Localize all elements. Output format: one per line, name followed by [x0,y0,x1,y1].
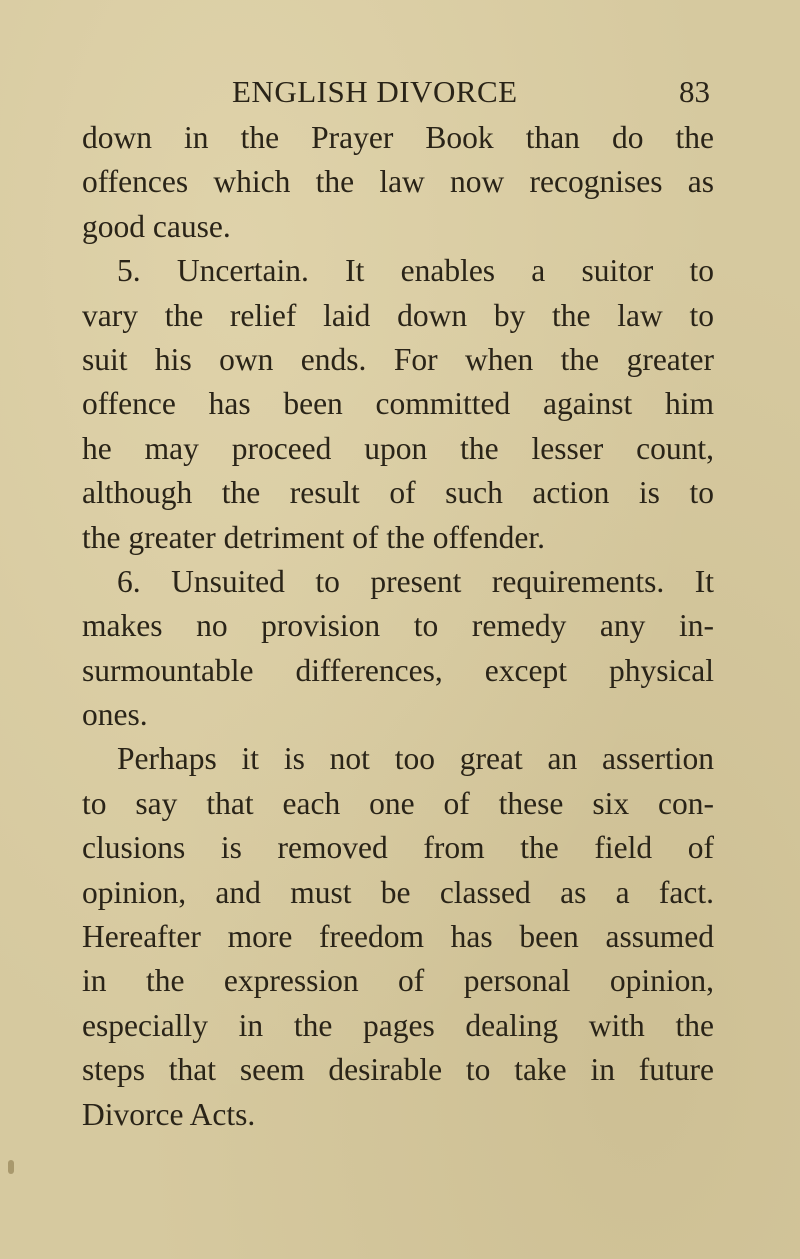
text-line: offences which the law now recognises as [82,164,714,200]
text-line: steps that seem desirable to take in future [82,1052,714,1088]
text-line: Perhaps it is not too great an assertion [117,741,714,777]
running-title: ENGLISH DIVORCE [232,74,518,109]
text-line: Hereafter more freedom has been assumed [82,919,714,955]
book-page [82,72,714,1137]
text-line: the greater detriment of the offender. [82,519,545,555]
text-line: ones. [82,697,148,733]
text-line: 5. Uncertain. It enables a suitor to [117,253,714,289]
text-line: good cause. [82,208,231,244]
paper-blemish [8,1160,14,1174]
page-number: 83 [679,74,710,109]
text-line: offence has been committed against him [82,386,714,422]
text-line: Divorce Acts. [82,1096,256,1132]
text-line: surmountable differences, except physical [82,652,714,688]
text-line: he may proceed upon the lesser count, [82,430,714,466]
text-line: especially in the pages dealing with the [82,1007,714,1043]
text-line: to say that each one of these six con- [82,785,714,821]
body-text [82,116,714,1137]
text-line: suit his own ends. For when the greater [82,341,714,377]
text-line: opinion, and must be classed as a fact. [82,874,714,910]
text-line: down in the Prayer Book than do the [82,120,714,155]
text-line: vary the relief laid down by the law to [82,297,714,333]
running-head [82,72,714,116]
text-line: in the expression of personal opinion, [82,963,714,999]
text-line: makes no provision to remedy any in- [82,608,714,644]
text-line: clusions is removed from the field of [82,830,714,866]
text-line: 6. Unsuited to present requirements. It [117,563,714,599]
text-line: although the result of such action is to [82,475,714,511]
